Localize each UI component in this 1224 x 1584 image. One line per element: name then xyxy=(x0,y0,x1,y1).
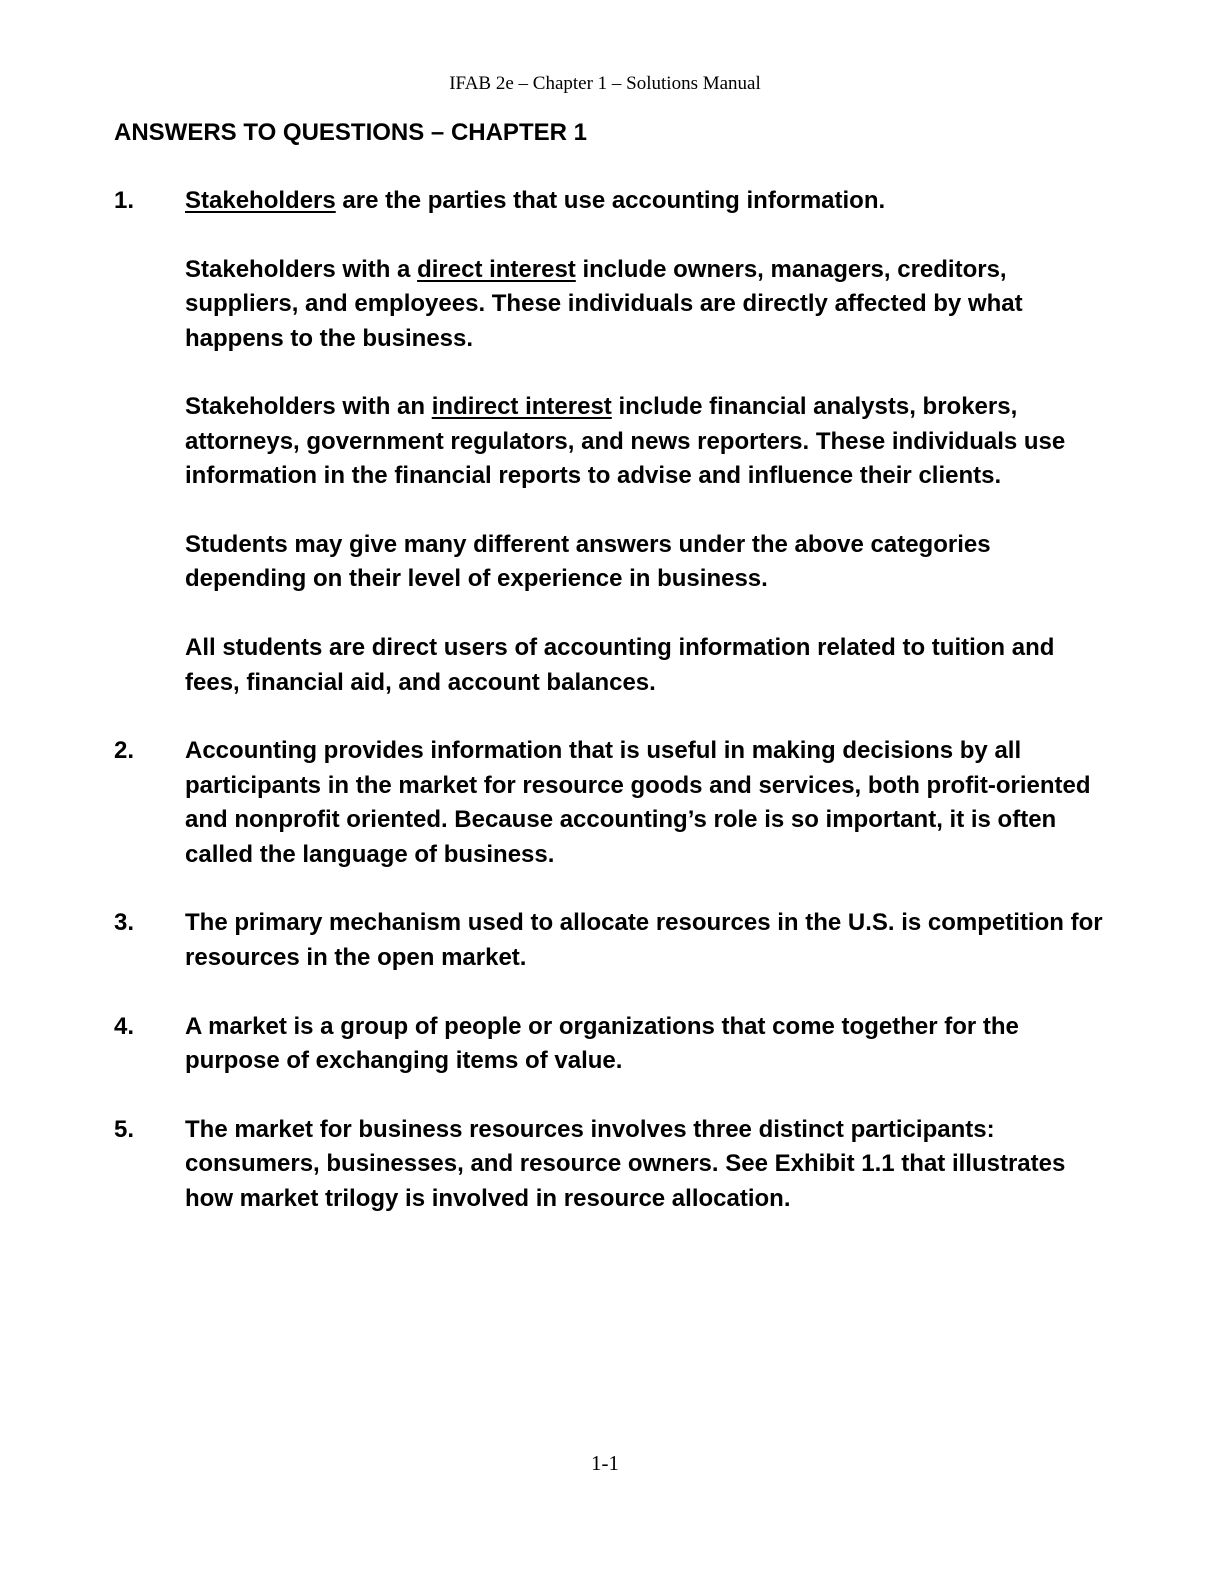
answer-paragraph: Accounting provides information that is useful in making decisions by all participants in the market for resource goods and services, both profit-oriented and nonprofit oriented. Because accounting’s role is so important, it is often called the language of business. xyxy=(185,737,1091,868)
underlined-term: Stakeholders xyxy=(185,187,336,214)
paragraph-text: include owners, managers, creditors, suppliers, and employees. These individuals are directly affected by what happens to the business. xyxy=(185,255,1023,352)
answer-number: 4. xyxy=(114,1012,135,1040)
answer-body xyxy=(185,1113,1114,1216)
answer-paragraph: The primary mechanism used to allocate resources in the U.S. is competition for resources in the open market. xyxy=(185,909,1103,971)
answer-body xyxy=(185,184,1114,700)
answer-body xyxy=(185,734,1114,872)
answer-4 xyxy=(114,1010,1114,1079)
answer-body xyxy=(185,1010,1114,1079)
answer-5 xyxy=(114,1113,1114,1216)
answer-paragraph: A market is a group of people or organizations that come together for the purpose of exchanging items of value. xyxy=(185,1012,1019,1075)
paragraph-text: Stakeholders with an xyxy=(185,393,432,421)
answer-paragraph xyxy=(185,184,1114,218)
answer-number: 5. xyxy=(114,1115,135,1143)
answer-number: 1. xyxy=(114,187,135,214)
answer-body xyxy=(185,906,1114,975)
answer-number: 2. xyxy=(114,737,135,765)
running-header: IFAB 2e – Chapter 1 – Solutions Manual xyxy=(449,73,761,94)
answer-1 xyxy=(114,184,1114,700)
paragraph-text: are the parties that use accounting information. xyxy=(335,187,886,214)
answer-2 xyxy=(114,734,1114,872)
answer-paragraph xyxy=(185,253,1114,356)
underlined-term: indirect interest xyxy=(431,393,612,421)
page-number: 1-1 xyxy=(591,1451,619,1475)
underlined-term: direct interest xyxy=(417,255,576,283)
page-title: ANSWERS TO QUESTIONS – CHAPTER 1 xyxy=(114,119,587,146)
answer-paragraph xyxy=(185,390,1114,493)
paragraph-text: include financial analysts, brokers, attorneys, government regulators, and news reporters. These individuals use information in the financial reports to advise and influence their clients. xyxy=(185,393,1066,490)
answer-number: 3. xyxy=(114,909,135,937)
answer-3 xyxy=(114,906,1114,975)
answers-list xyxy=(114,184,1114,1250)
answer-paragraph: Students may give many different answers under the above categories depending on their level of experience in business. xyxy=(185,531,991,593)
answer-paragraph: The market for business resources involves three distinct participants: consumers, businesses, and resource owners. See Exhibit 1.1 that illustrates how market trilogy is involved in resource allocation. xyxy=(185,1115,1066,1212)
paragraph-text: Stakeholders with a xyxy=(185,255,418,283)
answer-paragraph: All students are direct users of accounting information related to tuition and fees, financial aid, and account balances. xyxy=(185,634,1055,696)
